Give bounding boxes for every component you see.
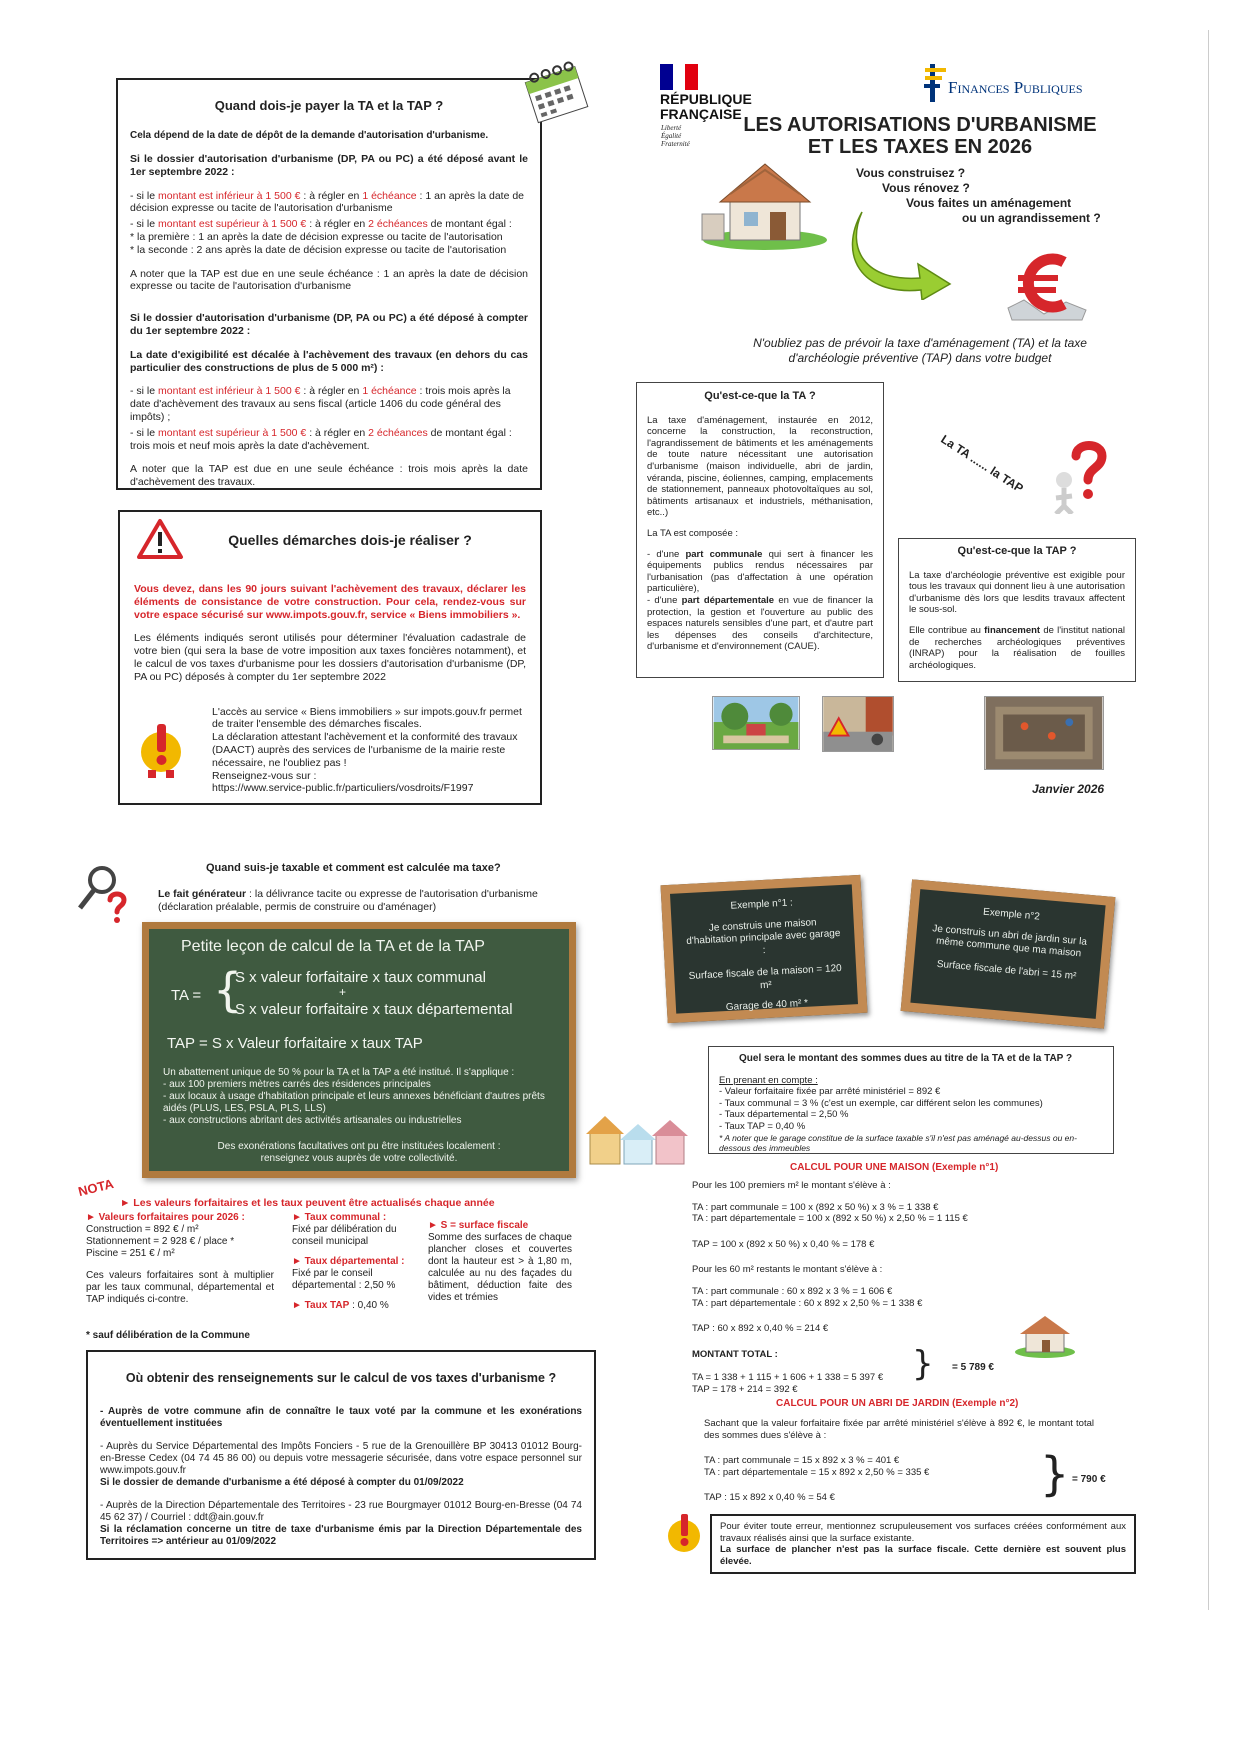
amount-rate-tap: - Taux TAP = 0,40 % <box>719 1120 806 1132</box>
where-ddt: - Auprès de la Direction Départementale des Territoires - 23 rue Bourgmayer 01012 Bourg-en-Bresse (04 74 45 62 37) / Courriel : ddt@ain.gouv.fr <box>100 1500 582 1523</box>
slate-2-title: Exemple n°2 <box>982 906 1041 923</box>
rate-departemental-text: Fixé par le conseil départemental : 2,50 % <box>292 1268 396 1291</box>
taxable-title: Quand suis-je taxable et comment est calculée ma taxe? <box>206 862 501 874</box>
final-warning-text: Pour éviter toute erreur, mentionnez scrupuleusement vos surfaces créées conformément aux travaux réalisés ainsi que la surface existante. <box>720 1521 1126 1544</box>
ta-box <box>636 382 884 678</box>
calc2-ta-departemental: TA : part départementale = 15 x 892 x 2,50 % = 335 € <box>704 1466 930 1478</box>
exoneration-text: Des exonérations facultatives ont pu être instituées localement : renseignez vous auprès de votre collectivité. <box>217 1140 501 1164</box>
payment-before-l2: - si le montant est supérieur à 1 500 € : à régler en 2 échéances de montant égal : <box>130 218 512 231</box>
flat-value-construction: Construction = 892 € / m² <box>86 1224 199 1235</box>
slate-1-title: Exemple n°1 : <box>730 897 794 912</box>
steps-tip-1: L'accès au service « Biens immobiliers » sur impots.gouv.fr permet de traiter l'ensemble des démarches fiscales. <box>212 705 522 731</box>
abatement-text: Un abattement unique de 50 % pour la TA et la TAP a été institué. Il s'applique : - aux 100 premiers mètres carrés des résidences principales - aux locaux à usage d'habitation principale et leurs annexes bénéficiant d'autres prêts aidés (PLUS, LES, PSLA, PLS, LLS) - aux constructions abritant des activités artisanales ou industrielles <box>163 1066 545 1126</box>
steps-tip-4[interactable]: https://www.service-public.fr/particuliers/vosdroits/F1997 <box>212 782 474 795</box>
republic-name: RÉPUBLIQUE FRANÇAISE <box>660 91 752 122</box>
rate-tap: ► Taux TAP : 0,40 % <box>292 1300 389 1311</box>
rate-communal-text: Fixé par délibération du conseil municipal <box>292 1224 397 1247</box>
roadworks-photo <box>822 696 894 752</box>
final-warning-box <box>710 1514 1136 1574</box>
steps-tip-3: Renseignez-vous sur : <box>212 769 317 782</box>
ta-p2: La TA est composée : <box>647 527 739 539</box>
calc1-total-ta: TA = 1 338 + 1 115 + 1 606 + 1 338 = 5 397 € <box>692 1372 884 1384</box>
tap-p1: La taxe d'archéologie préventive est exigible pour tous les travaux qui donnent lieu à une autorisation d'urbanisme dès lors que lesdits travaux affectent le sous-sol. <box>909 569 1125 616</box>
question-mark-character-icon <box>1050 438 1120 514</box>
payment-after-l2: - si le montant est supérieur à 1 500 € : à régler en 2 échéances de montant égal : trois mois et neuf mois après la date d'achèvement. <box>130 426 512 452</box>
calendar-icon <box>520 58 590 128</box>
formula-ta-label: TA = <box>171 986 202 1004</box>
payment-title: Quand dois-je payer la TA et la TAP ? <box>214 98 444 113</box>
ta-title: Qu'est-ce-que la TA ? <box>704 390 816 402</box>
amount-box <box>708 1046 1114 1154</box>
calc1-head-100: Pour les 100 premiers m² le montant s'élève à : <box>692 1180 891 1191</box>
payment-intro: Cela dépend de la date de dépôt de la demande d'autorisation d'urbanisme. <box>130 129 489 141</box>
playground-photo <box>712 696 800 750</box>
green-arrow-icon <box>842 208 954 300</box>
steps-info: Les éléments indiqués seront utilisés pour déterminer l'évaluation cadastrale de votre bien (qui sera la base de votre imposition aux taxes foncières notamment), et le calcul de vos taxes d'urbanisme pour les dossiers d'autorisation d'urbanisme (DP, PA ou PC) déposés à compter du 1er septembre 2022 <box>134 632 526 683</box>
archaeology-dig-photo <box>984 696 1104 770</box>
formula-ta-departemental: S x valeur forfaitaire x taux départemental <box>235 1000 513 1018</box>
payment-before-note: A noter que la TAP est due en une seule échéance : 1 an après la date de décision expresse ou tacite de l'autorisation d'urbanisme <box>130 267 528 293</box>
tap-p2: Elle contribue au financement de l'institut national de recherches archéologiques préventives (INRAP) pour la réalisation de fouilles archéologiques. <box>909 624 1125 671</box>
payment-after-note: A noter que la TAP est due en une seule échéance : trois mois après la date d'achèvement des travaux. <box>130 463 528 489</box>
calc1-total-label: MONTANT TOTAL : <box>692 1348 778 1360</box>
budget-reminder: N'oubliez pas de prévoir la taxe d'aménagement (TA) et la taxe d'archéologie préventive (TAP) dans votre budget <box>753 336 1087 365</box>
chalkboard-title: Petite leçon de calcul de la TA et de la TAP <box>181 938 485 955</box>
rates-column <box>292 1212 420 1312</box>
payment-before-l1: - si le montant est inférieur à 1 500 € : à régler en 1 échéance : 1 an après la date de décision expresse ou tacite de l'autorisation d'urbanisme <box>130 189 525 215</box>
calc2-grand-total: = 790 € <box>1072 1474 1106 1485</box>
amount-flat-value: - Valeur forfaitaire fixée par arrêté ministériel = 892 € <box>719 1086 941 1098</box>
final-warning-bold: La surface de plancher n'est pas la surface fiscale. Cette dernière est souvent plus élevée. <box>720 1544 1126 1567</box>
slate-1-text: Je construis une maison d'habitation principale avec garage : <box>686 916 841 956</box>
amount-title: Quel sera le montant des sommes dues au titre de la TA et de la TAP ? <box>739 1053 1073 1064</box>
tap-title: Qu'est-ce-que la TAP ? <box>957 545 1077 557</box>
payment-before-l3: * la première : 1 an après la date de décision expresse ou tacite de l'autorisation <box>130 231 503 244</box>
french-flag-logo <box>660 64 698 90</box>
steps-tip-2: La déclaration attestant l'achèvement et la conformité des travaux (DAACT) auprès des services de l'urbanisme de la mairie reste nécessaire, ne l'oubliez pas ! <box>212 731 518 769</box>
house-construction-image <box>700 154 830 250</box>
euro-houses-image <box>584 1108 690 1170</box>
flat-value-pool: Piscine = 251 € / m² <box>86 1248 175 1259</box>
flat-values-title: ► Valeurs forfaitaires pour 2026 : <box>86 1212 245 1223</box>
formula-ta-communal: S x valeur forfaitaire x taux communal <box>235 968 486 986</box>
calc2-tap: TAP : 15 x 892 x 0,40 % = 54 € <box>704 1492 835 1504</box>
where-box <box>86 1350 596 1560</box>
calc2-head: Sachant que la valeur forfaitaire fixée par arrêté ministériel s'élève à 892 €, le montant total des sommes dues s'élève à : <box>704 1418 1094 1441</box>
payment-box <box>116 78 542 490</box>
question-lines: Vous construisez ? Vous rénovez ? Vous faites un aménagement ou un agrandissement ? <box>856 166 1101 225</box>
surface-column <box>428 1220 572 1304</box>
rate-communal-title: ► Taux communal : <box>292 1212 387 1223</box>
formula-tap: TAP = S x Valeur forfaitaire x taux TAP <box>167 1034 423 1052</box>
nota-text: ► Les valeurs forfaitaires et les taux peuvent être actualisés chaque année <box>120 1197 495 1209</box>
commune-footnote: * sauf délibération de la Commune <box>86 1330 250 1341</box>
calc2-ta-communal: TA : part communale = 15 x 892 x 3 % = 401 € <box>704 1455 900 1467</box>
finances-publiques-logo-icon <box>922 62 948 104</box>
where-sdif-condition: Si le dossier de demande d'urbanisme a été déposé à compter du 01/09/2022 <box>100 1477 464 1488</box>
ta-p4: - d'une part départementale en vue de financer la protection, la gestion et l'ouverture au public des espaces naturels sensibles d'une part, et d'autre part les dépenses des conseils d'architecture, d'urbanisme et d'environnement (CAUE). <box>647 594 874 653</box>
flat-value-parking: Stationnement = 2 928 € / place * <box>86 1236 235 1247</box>
formula-plus: + <box>339 984 347 999</box>
magnifier-character-icon <box>72 862 132 926</box>
where-ddt-condition: Si la réclamation concerne un titre de taxe d'urbanisme émis par la Direction Départementale des Territoires => antérieur au 01/09/2022 <box>100 1524 582 1547</box>
calc1-total-tap: TAP = 178 + 214 = 392 € <box>692 1383 798 1395</box>
finances-publiques-label: Finances Publiques <box>948 78 1083 97</box>
calc1-ta-departemental-100: TA : part départementale = 100 x (892 x 50 %) x 2,50 % = 1 115 € <box>692 1213 968 1225</box>
payment-after-head: Si le dossier d'autorisation d'urbanisme (DP, PA ou PC) a été déposé à compter du 1er septembre 2022 : <box>130 312 528 338</box>
slate-2-text: Je construis un abri de jardin sur la même commune que ma maison <box>931 922 1088 960</box>
calc1-tap-60: TAP : 60 x 892 x 0,40 % = 214 € <box>692 1323 829 1335</box>
calc1-head-60: Pour les 60 m² restants le montant s'élève à : <box>692 1264 883 1276</box>
republic-motto: Liberté Égalité Fraternité <box>661 124 690 148</box>
calc1-ta-communal-60: TA : part communale : 60 x 892 x 3 % = 1 606 € <box>692 1285 893 1297</box>
payment-after-l1: - si le montant est inférieur à 1 500 € : à régler en 1 échéance : trois mois après la date d'achèvement des travaux au sens fiscal (article 1406 du code général des impôts) ; <box>130 385 511 423</box>
page-border-right <box>1208 30 1209 1610</box>
rate-departemental-title: ► Taux départemental : <box>292 1256 405 1267</box>
tap-box <box>898 538 1136 682</box>
calc1-ta-communal-100: TA : part communale = 100 x (892 x 50 %) x 3 % = 1 338 € <box>692 1201 939 1213</box>
slate-example-2 <box>901 879 1116 1028</box>
payment-before-l4: * la seconde : 2 ans après la date de décision expresse ou tacite de l'autorisation <box>130 243 507 256</box>
amount-heading: En prenant en compte : <box>719 1074 818 1086</box>
slate-example-1 <box>661 875 868 1023</box>
calc1-tap-100: TAP = 100 x (892 x 50 %) x 0,40 % = 178 € <box>692 1238 875 1250</box>
main-title: LES AUTORISATIONS D'URBANISME ET LES TAXES EN 2026 <box>743 114 1097 158</box>
where-commune: - Auprès de votre commune afin de connaître le taux voté par la commune et les exonérations éventuellement instituées <box>100 1406 582 1429</box>
slate-2-surface: Surface fiscale de l'abri = 15 m² <box>936 958 1077 982</box>
calc1-ta-departemental-60: TA : part départementale : 60 x 892 x 2,50 % = 1 338 € <box>692 1297 923 1309</box>
calc1-title: CALCUL POUR UNE MAISON (Exemple n°1) <box>790 1162 999 1173</box>
chalkboard-lesson <box>142 922 576 1178</box>
payment-after-sub: La date d'exigibilité est décalée à l'achèvement des travaux (en dehors du cas particulier des constructions de plus de 5 000 m²) : <box>130 348 528 374</box>
formula-brace: { <box>213 962 243 1017</box>
flat-values-column <box>86 1212 274 1306</box>
ta-p1: La taxe d'aménagement, instaurée en 2012, concerne la construction, la reconstruction, l'agrandissement de bâtiments et les aménagements de toute nature nécessitant une autorisation d'urbanisme (maison individuelle, abri de jardin, véranda, piscine, éoliennes, camping, emplacements de stationnement, panneaux photovoltaïques au sol, bâtiments artisanaux et industriels, méthanisation, etc..) <box>647 414 873 519</box>
slate-1-garage: Garage de 40 m² * <box>725 997 809 1014</box>
where-title: Où obtenir des renseignements sur le calcul de vos taxes d'urbanisme ? <box>125 1371 557 1385</box>
calc2-title: CALCUL POUR UN ABRI DE JARDIN (Exemple n°2) <box>776 1398 1019 1409</box>
ta-p3: - d'une part communale qui sert à financer les équipements publics rendus nécessaires par l'urbanisation (pas d'affectation à une opération particulière), <box>647 548 874 595</box>
euro-symbol-image <box>1004 248 1090 324</box>
small-house-image <box>1014 1312 1076 1358</box>
calc1-grand-total: = 5 789 € <box>952 1362 994 1373</box>
calc2-brace: } <box>1040 1447 1070 1501</box>
steps-title: Quelles démarches dois-je réaliser ? <box>228 532 472 548</box>
nota-label: NOTA <box>76 1175 116 1200</box>
amount-rate-departemental: - Taux départemental = 2,50 % <box>719 1109 849 1121</box>
exclamation-character-icon <box>134 718 188 780</box>
exclamation-character-small-icon <box>664 1510 704 1560</box>
calc1-total-brace: } <box>912 1344 934 1384</box>
steps-warning: Vous devez, dans les 90 jours suivant l'achèvement des travaux, déclarer les éléments de consistance de votre construction. Pour cela, rendez-vous sur votre espace sécurisé sur www.impots.gouv.fr, service « Biens immobiliers ». <box>134 583 526 621</box>
surface-title: ► S = surface fiscale <box>428 1220 529 1231</box>
surface-text: Somme des surfaces de chaque plancher closes et couvertes dont la hauteur est > à 1,80 m, calculée au nu des façades du bâtiment, déduction faite des vides et trémies <box>428 1232 572 1303</box>
ta-tap-label: La TA ...... la TAP <box>938 432 1026 496</box>
slate-1-surface: Surface fiscale de la maison = 120 m² <box>688 962 842 991</box>
taxable-fact: Le fait générateur : la délivrance tacite ou expresse de l'autorisation d'urbanisme (déclaration préalable, permis de construire ou d'aménager) <box>158 888 538 913</box>
flat-values-note: Ces valeurs forfaitaires sont à multiplier par les taux communal, départemental et TAP indiqués ci-contre. <box>86 1270 274 1305</box>
amount-garage-note: * A noter que le garage constitue de la surface taxable s'il n'est pas aménagé au-dessus ou en-dessous des immeubles <box>719 1132 1077 1153</box>
publication-date: Janvier 2026 <box>1032 782 1105 796</box>
payment-before-head: Si le dossier d'autorisation d'urbanisme (DP, PA ou PC) a été déposé avant le 1er septembre 2022 : <box>130 153 528 178</box>
where-sdif: - Auprès du Service Départemental des Impôts Fonciers - 5 rue de la Grenouillère BP 30413 01012 Bourg-en-Bresse Cedex (04 74 45 86 00) ou depuis votre messagerie sécurisée, dans votre espace personnel sur www.impots.gouv.fr <box>100 1441 582 1476</box>
warning-icon <box>136 518 184 560</box>
amount-rate-communal: - Taux communal = 3 % (c'est un exemple, car différent selon les communes) <box>719 1097 1043 1109</box>
